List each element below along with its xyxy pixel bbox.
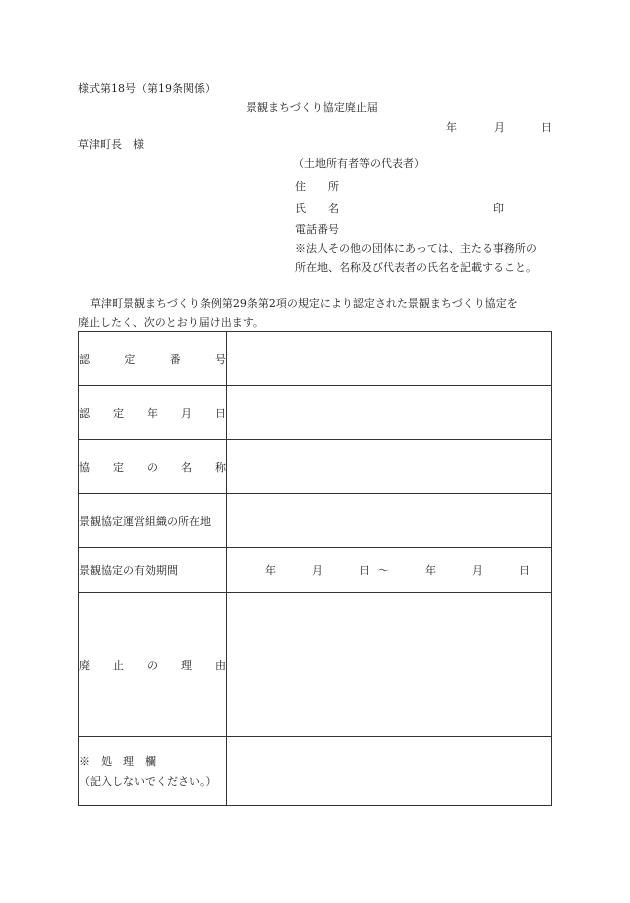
body-line-1: 草津町景観まちづくり条例第29条第2項の規定により認定された景観まちづくり協定を	[90, 297, 518, 310]
phone-label: 電話番号	[295, 223, 339, 236]
row-validity-period	[79, 548, 552, 593]
note-line-2: 所在地、名称及び代表者の氏名を記載すること。	[295, 261, 537, 274]
period-start-day: 日	[359, 564, 370, 577]
cert-date-label	[79, 386, 227, 440]
processing-title: ※ 処 理 欄	[79, 755, 156, 768]
period-end-year: 年	[425, 564, 436, 577]
validity-text: 景観協定の有効期間	[79, 564, 178, 577]
label-char: 定	[124, 352, 136, 366]
label-char: 称	[215, 460, 226, 474]
cert-number-field[interactable]	[227, 332, 552, 386]
org-location-text: 景観協定運営組織の所在地	[79, 514, 211, 528]
note-line-1: ※法人その他の団体にあっては、主たる事務所の	[295, 242, 537, 255]
validity-label	[79, 548, 227, 593]
cert-number-label	[79, 332, 227, 386]
org-location-label	[79, 494, 227, 548]
label-char: 名	[181, 460, 192, 474]
processing-label	[79, 737, 227, 806]
label-char: の	[147, 658, 158, 672]
label-char: 定	[113, 460, 124, 474]
reason-text	[79, 657, 226, 673]
label-char: 月	[181, 406, 192, 420]
period-tilde: ～	[378, 564, 389, 577]
seal-mark: 印	[493, 202, 504, 215]
reason-label	[79, 593, 227, 737]
label-char: 廃	[79, 658, 90, 672]
label-char: 協	[79, 460, 90, 474]
validity-field[interactable]	[227, 548, 552, 593]
label-char: 認	[79, 406, 90, 420]
period-end-month: 月	[472, 564, 483, 577]
address-label: 住 所	[295, 180, 339, 193]
reason-field[interactable]	[227, 593, 552, 737]
processing-note: （記入しないでください。）	[79, 775, 217, 788]
label-char: 番	[169, 352, 181, 366]
name-label: 氏 名	[295, 202, 339, 215]
label-char: 定	[113, 406, 124, 420]
addressee: 草津町長 様	[78, 138, 144, 151]
date-day: 日	[541, 121, 552, 134]
row-cert-number	[79, 332, 552, 386]
label-char: 認	[79, 352, 90, 366]
row-reason	[79, 593, 552, 737]
cert-date-field[interactable]	[227, 386, 552, 440]
row-org-location	[79, 494, 552, 548]
period-end-day: 日	[519, 564, 530, 577]
agreement-name-field[interactable]	[227, 440, 552, 494]
date-month: 月	[494, 121, 505, 134]
org-location-field[interactable]	[227, 494, 552, 548]
representative-label: （土地所有者等の代表者）	[293, 157, 425, 170]
validity-period	[227, 562, 551, 578]
body-line-2: 廃止したく、次のとおり届け出ます。	[78, 316, 264, 329]
form-number: 様式第18号（第19条関係）	[78, 82, 216, 95]
label-char: 由	[215, 658, 226, 672]
period-start-month: 月	[312, 564, 323, 577]
period-start-year: 年	[265, 564, 276, 577]
form-title: 景観まちづくり協定廃止届	[246, 101, 378, 114]
cert-number-text	[79, 351, 226, 367]
row-agreement-name	[79, 440, 552, 494]
row-cert-date	[79, 386, 552, 440]
label-char: 理	[181, 658, 192, 672]
abolition-form-table	[78, 331, 552, 806]
label-char: の	[147, 460, 158, 474]
agreement-name-label	[79, 440, 227, 494]
cert-date-text	[79, 405, 226, 421]
row-processing	[79, 737, 552, 806]
agreement-name-text	[79, 459, 226, 475]
label-char: 止	[113, 658, 124, 672]
label-char: 号	[214, 352, 226, 366]
label-char: 日	[215, 406, 226, 420]
date-year: 年	[446, 121, 457, 134]
label-char: 年	[147, 406, 158, 420]
processing-field	[227, 737, 552, 806]
